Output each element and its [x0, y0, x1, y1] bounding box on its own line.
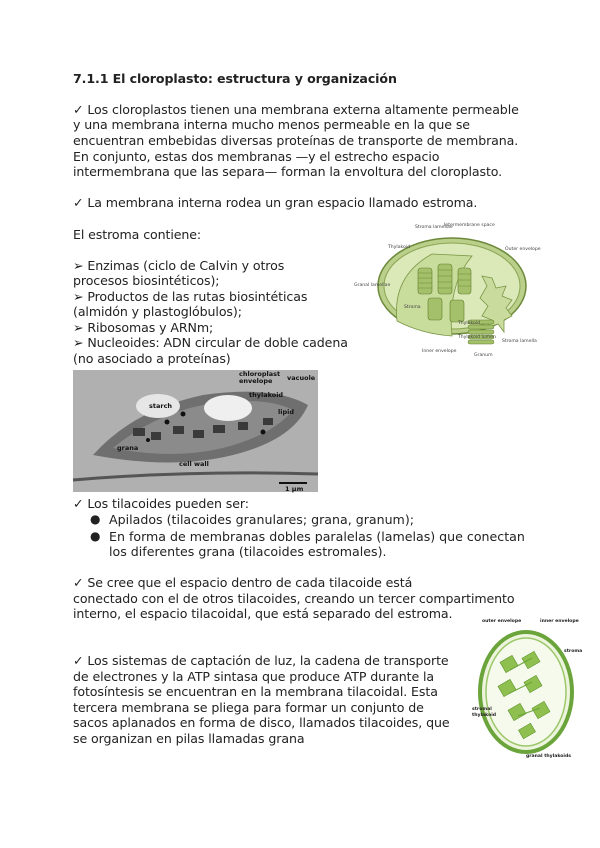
list-item: ➢ Productos de las rutas biosintéticas [73, 289, 308, 304]
list-item: En forma de membranas dobles paralelas (lamelas) que conectan [109, 529, 525, 544]
text-line: ✓ Los sistemas de captación de luz, la cadena de transporte [73, 653, 449, 668]
label-vacuole: vacuole [287, 374, 316, 382]
chloroplast-micrograph [73, 370, 318, 492]
label-intermembrane: Intermembrane space [444, 223, 495, 228]
label-thylakoid: Thylakoid [388, 245, 411, 250]
label-stroma: Stroma [404, 305, 421, 310]
label-outer-envelope-2: outer envelope [482, 619, 522, 624]
text-line: tercera membrana se pliega para formar un conjunto de [73, 700, 424, 715]
label-envelope: envelope [239, 377, 273, 385]
label-inner-envelope-2: inner envelope [540, 619, 579, 624]
label-stromal: stromal [472, 707, 492, 712]
label-thylakoid-2: Thylakoid [458, 321, 481, 326]
text-line: y una membrana interna mucho menos permeable en la que se [73, 117, 470, 132]
label-scale: 1 μm [285, 485, 304, 493]
label-chloroplast: chloroplast [239, 370, 281, 378]
list-item: (almidón y plastoglóbulos); [73, 304, 242, 319]
bullet-icon: ● [90, 529, 101, 543]
text-line: ✓ Los cloroplastos tienen una membrana externa altamente permeable [73, 102, 519, 117]
text-line: interno, el espacio tilacoidal, que está separado del estroma. [73, 606, 453, 621]
list-item: (no asociado a proteínas) [73, 351, 231, 366]
label-inner-envelope: Inner envelope [422, 349, 457, 354]
text-line: encuentran embebidas diversas proteínas de transporte de membrana. [73, 133, 519, 148]
list-item: ➢ Ribosomas y ARNm; [73, 320, 214, 335]
paragraph-stroma: ✓ La membrana interna rodea un gran espacio llamado estroma. [73, 195, 478, 210]
label-granal-thylakoids: granal thylakoids [526, 754, 572, 759]
section-title: 7.1.1 El cloroplasto: estructura y organización [73, 71, 397, 86]
label-grana: grana [117, 444, 139, 452]
text-line: ✓ Se cree que el espacio dentro de cada tilacoide está [73, 575, 413, 590]
text-line: de electrones y la ATP sintasa que produce ATP durante la [73, 669, 435, 684]
list-item: Apilados (tilacoides granulares; grana, granum); [109, 512, 414, 527]
label-stroma-2: stroma [564, 649, 583, 654]
text-line: intermembrana que las separa— forman la envoltura del cloroplasto. [73, 164, 503, 179]
text-line: conectado con el de otros tilacoides, creando un tercer compartimento [73, 591, 515, 606]
list-item: procesos biosintéticos); [73, 273, 220, 288]
label-stroma-lamella: Stroma lamella [502, 339, 537, 344]
stroma-heading: El estroma contiene: [73, 227, 202, 242]
text-line: En conjunto, estas dos membranas —y el estrecho espacio [73, 149, 440, 164]
list-item: ➢ Enzimas (ciclo de Calvin y otros [73, 258, 285, 273]
label-thylakoid-lumen: Thylakoid lumen [458, 335, 496, 340]
label-starch: starch [149, 402, 173, 410]
label-stromal-thylakoid: thylakoid [472, 713, 497, 718]
chloroplast-section-diagram [470, 612, 582, 762]
list-item-continued: los diferentes grana (tilacoides estromales). [109, 544, 387, 559]
text-line: sacos aplanados en forma de disco, llamados tilacoides, que [73, 715, 450, 730]
text-line: fotosíntesis se encuentran en la membrana tilacoidal. Esta [73, 684, 438, 699]
label-granal-lamellae: Granal lamellae [354, 283, 391, 288]
thylakoid-heading: ✓ Los tilacoides pueden ser: [73, 496, 249, 511]
label-thylakoid-em: thylakoid [249, 391, 284, 399]
label-lipid: lipid [278, 408, 294, 416]
list-item: ➢ Nucleoides: ADN circular de doble cadena [73, 335, 348, 350]
label-cell-wall: cell wall [179, 460, 209, 468]
label-outer-envelope: Outer envelope [505, 247, 541, 252]
chloroplast-diagram [352, 216, 541, 366]
bullet-icon: ● [90, 512, 101, 526]
text-line: se organizan en pilas llamadas grana [73, 731, 305, 746]
label-granum: Granum [474, 353, 493, 358]
label-stroma-lamellae: Stroma lamellae [415, 225, 453, 230]
